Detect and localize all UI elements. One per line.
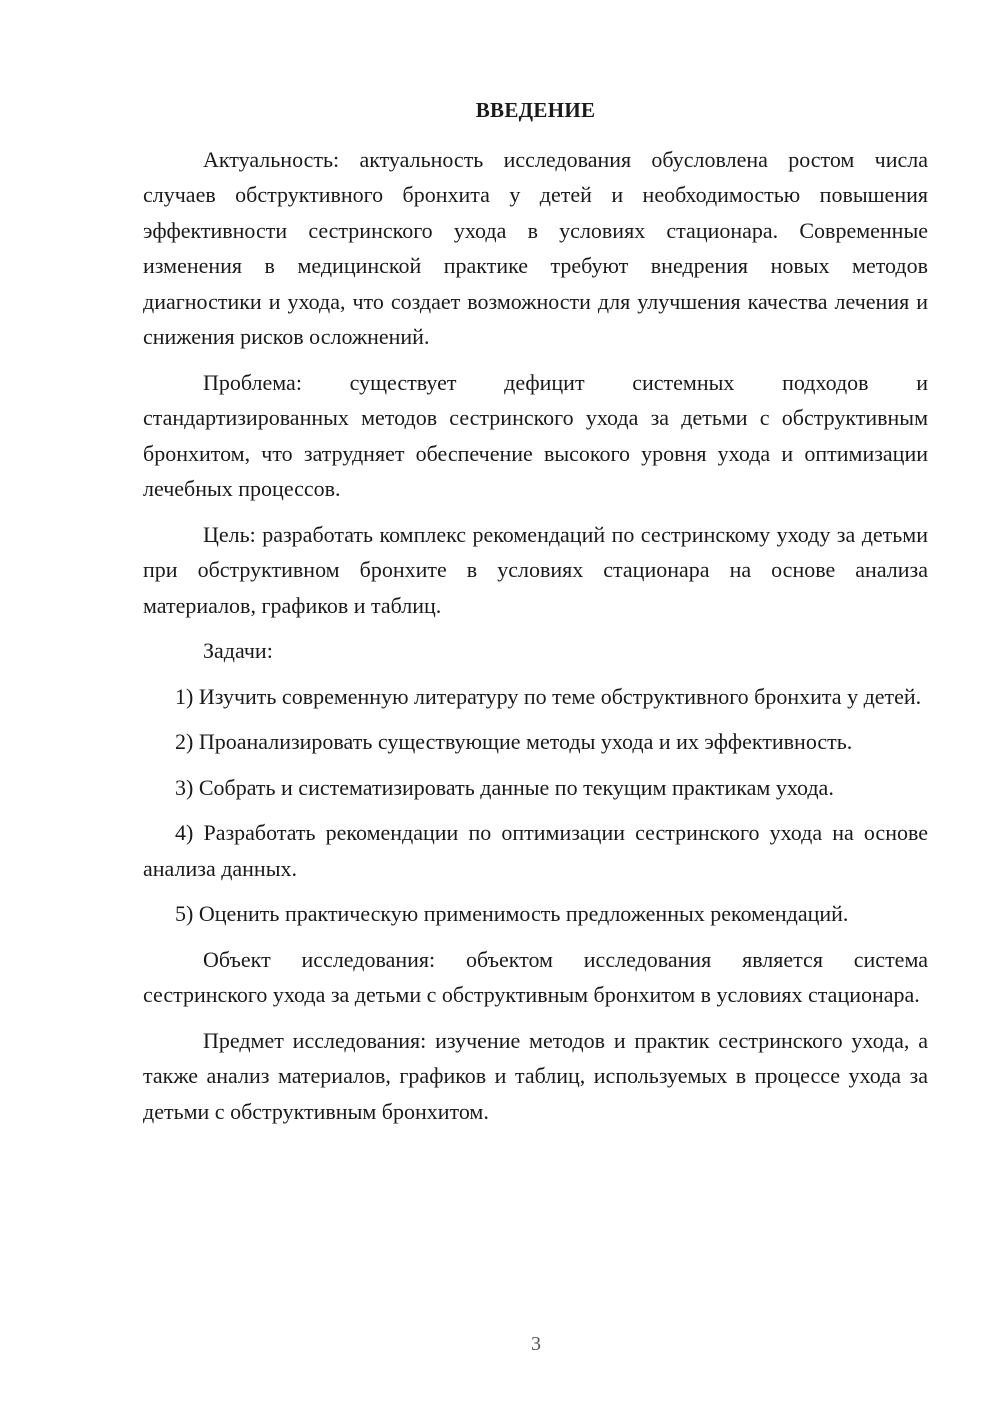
list-item: 2) Проанализировать существующие методы ухода и их эффективность. xyxy=(175,729,853,754)
list-item: 3) Собрать и систематизировать данные по текущим практикам ухода. xyxy=(175,774,834,800)
subject-paragraph: Предмет исследования: изучение методов и практик сестринского ухода, а также анализ материалов, графиков и таблиц, используемых в процессе ухода за детьми с обструктивным бронхитом. xyxy=(143,1027,928,1124)
problem-paragraph: Проблема: существует дефицит системных подходов и стандартизированных методов сестринского ухода за детьми с обструктивным бронхитом, что затрудняет обеспечение высокого уровня ухода и оптимизации лечебных процессов. xyxy=(143,369,928,501)
list-item: 1) Изучить современную литературу по теме обструктивного бронхита у детей. xyxy=(175,683,922,709)
tasks-heading: Задачи: xyxy=(203,638,273,663)
list-item: 4) Разработать рекомендации по оптимизации сестринского ухода на основе анализа данных. xyxy=(143,820,928,881)
document-page xyxy=(143,93,928,1139)
object-paragraph: Объект исследования: объектом исследования является система сестринского ухода за детьми с обструктивным бронхитом в условиях стационара. xyxy=(143,946,928,1007)
list-item: 5) Оценить практическую применимость предложенных рекомендаций. xyxy=(175,901,849,926)
goal-paragraph: Цель: разработать комплекс рекомендаций по сестринскому уходу за детьми при обструктивном бронхите в условиях стационара на основе анализа материалов, графиков и таблиц. xyxy=(143,521,928,618)
relevance-paragraph: Актуальность: актуальность исследования обусловлена ростом числа случаев обструктивного бронхита у детей и необходимостью повышения эффективности сестринского ухода в условиях стационара. Современные изменения в медицинской практике требуют внедрения новых методов диагностики и ухода, что создает возможности для улучшения качества лечения и снижения рисков осложнений. xyxy=(143,146,928,349)
tasks-list xyxy=(143,679,928,932)
page-title: ВВЕДЕНИЕ xyxy=(475,98,596,122)
page-number: 3 xyxy=(531,1333,541,1355)
